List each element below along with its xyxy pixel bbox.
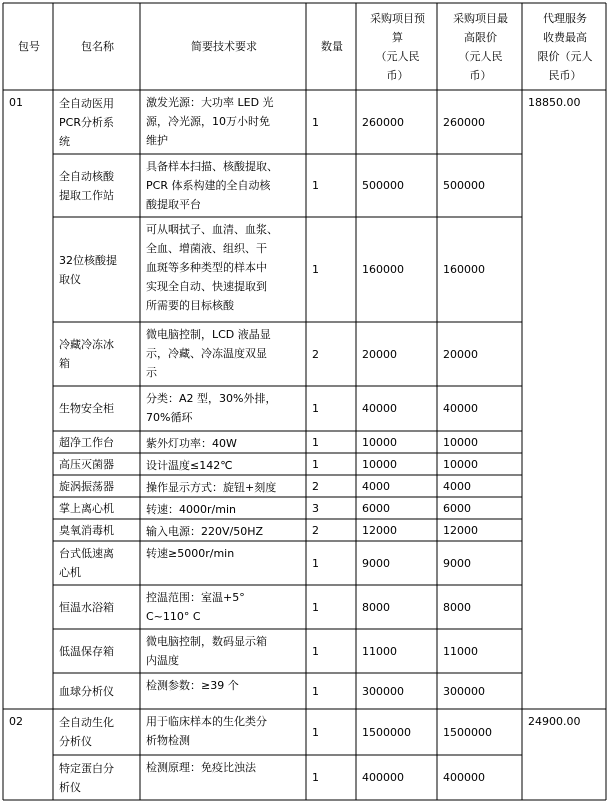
- item-requirement: 操作显示方式：旋钮+刻度: [146, 481, 277, 494]
- item-budget: 400000: [362, 771, 404, 784]
- item-name: 冷藏冷冻冰 箱: [59, 338, 114, 370]
- item-max-price: 400000: [443, 771, 485, 784]
- item-budget: 160000: [362, 263, 404, 276]
- item-name: 32位核酸提 取仪: [59, 253, 117, 286]
- item-quantity: 2: [312, 479, 319, 493]
- item-name: 高压灭菌器: [59, 457, 114, 471]
- item-max-price: 300000: [443, 684, 485, 698]
- header-tech-req: 简要技术要求: [191, 40, 257, 53]
- item-max-price: 500000: [443, 179, 485, 192]
- item-budget: 10000: [362, 435, 397, 449]
- item-max-price: 12000: [443, 523, 478, 537]
- item-quantity: 1: [312, 556, 319, 570]
- item-name: 低温保存箱: [59, 644, 114, 658]
- item-quantity: 1: [312, 402, 319, 415]
- item-requirement: 可从咽拭子、血清、血浆、 全血、增菌液、组织、干 血斑等多种类型的样本中 实现全自动、快速提取到 所需要的目标核酸: [146, 223, 278, 312]
- item-name: 全自动核酸 提取工作站: [59, 169, 114, 202]
- item-requirement: 紫外灯功率：40W: [146, 437, 237, 450]
- header-package-no: 包号: [18, 40, 40, 53]
- item-requirement: 用于临床样本的生化类分 析物检测: [146, 715, 267, 747]
- item-quantity: 1: [312, 179, 319, 192]
- item-budget: 9000: [362, 556, 390, 570]
- item-quantity: 1: [312, 263, 319, 276]
- item-name: 臭氧消毒机: [59, 523, 114, 537]
- item-max-price: 160000: [443, 263, 485, 276]
- item-max-price: 10000: [443, 457, 478, 471]
- item-budget: 12000: [362, 523, 397, 537]
- item-budget: 40000: [362, 402, 397, 415]
- header-package-name: 包名称: [81, 40, 114, 53]
- item-max-price: 4000: [443, 479, 471, 493]
- item-requirement: 检测参数：≥39 个: [146, 679, 239, 692]
- agency-fee: 24900.00: [528, 715, 581, 728]
- item-max-price: 8000: [443, 600, 471, 614]
- item-name: 台式低速离 心机: [59, 547, 114, 579]
- item-name: 全自动生化 分析仪: [59, 716, 114, 748]
- item-max-price: 1500000: [443, 725, 492, 739]
- item-quantity: 1: [312, 457, 319, 471]
- item-name: 全自动医用 PCR分析系 统: [59, 96, 114, 148]
- item-quantity: 1: [312, 600, 319, 614]
- item-name: 掌上离心机: [59, 501, 114, 515]
- item-max-price: 6000: [443, 501, 471, 515]
- item-requirement: 控温范围：室温+5° C~110° C: [146, 591, 245, 623]
- item-name: 超净工作台: [59, 435, 114, 449]
- item-name: 特定蛋白分 析仪: [59, 761, 114, 794]
- item-requirement: 转速：4000r/min: [146, 503, 236, 516]
- item-requirement: 微电脑控制，LCD 液晶显 示，冷藏、冷冻温度双显 示: [146, 328, 271, 379]
- item-max-price: 20000: [443, 347, 478, 361]
- item-requirement: 激发光源：大功率 LED 光 源，冷光源，10万小时免 维护: [146, 96, 274, 147]
- item-quantity: 1: [312, 115, 319, 129]
- package-number: 01: [9, 96, 23, 109]
- item-max-price: 11000: [443, 644, 478, 658]
- item-max-price: 9000: [443, 556, 471, 570]
- item-requirement: 具备样本扫描、核酸提取、 PCR 体系构建的全自动核 酸提取平台: [146, 160, 278, 211]
- item-quantity: 3: [312, 501, 319, 515]
- header-agency-fee: 代理服务 收费最高 限价（元人 民币）: [537, 11, 593, 82]
- item-max-price: 260000: [443, 115, 485, 129]
- item-requirement: 微电脑控制，数码显示箱 内温度: [146, 635, 267, 667]
- item-budget: 20000: [362, 347, 397, 361]
- item-budget: 6000: [362, 501, 390, 515]
- item-quantity: 2: [312, 347, 319, 361]
- item-budget: 260000: [362, 115, 404, 129]
- package-number: 02: [9, 715, 23, 728]
- item-quantity: 1: [312, 435, 319, 449]
- agency-fee: 18850.00: [528, 96, 581, 109]
- item-quantity: 1: [312, 725, 319, 739]
- item-budget: 11000: [362, 644, 397, 658]
- item-name: 生物安全柜: [59, 402, 114, 415]
- item-quantity: 1: [312, 684, 319, 698]
- item-requirement: 检测原理：免疫比浊法: [146, 761, 256, 774]
- item-quantity: 2: [312, 523, 319, 537]
- item-name: 血球分析仪: [59, 684, 114, 698]
- item-requirement: 转速≥5000r/min: [146, 547, 235, 560]
- item-budget: 500000: [362, 179, 404, 192]
- item-requirement: 分类：A2 型，30%外排， 70%循环: [146, 392, 277, 424]
- item-name: 旋涡振荡器: [59, 479, 114, 493]
- item-budget: 300000: [362, 684, 404, 698]
- item-quantity: 1: [312, 771, 319, 784]
- item-requirement: 输入电源：220V/50HZ: [146, 525, 264, 538]
- item-budget: 4000: [362, 479, 390, 493]
- item-max-price: 10000: [443, 435, 478, 449]
- item-budget: 10000: [362, 457, 397, 471]
- item-requirement: 设计温度≤142℃: [146, 459, 233, 472]
- item-quantity: 1: [312, 644, 319, 658]
- header-max-price: 采购项目最 高限价 （元人民 币）: [453, 11, 508, 82]
- item-name: 恒温水浴箱: [59, 600, 114, 614]
- item-budget: 1500000: [362, 725, 411, 739]
- item-budget: 8000: [362, 600, 390, 614]
- header-quantity: 数量: [321, 40, 343, 53]
- header-budget: 采购项目预 算 （元人民 币）: [370, 11, 425, 82]
- item-max-price: 40000: [443, 402, 478, 415]
